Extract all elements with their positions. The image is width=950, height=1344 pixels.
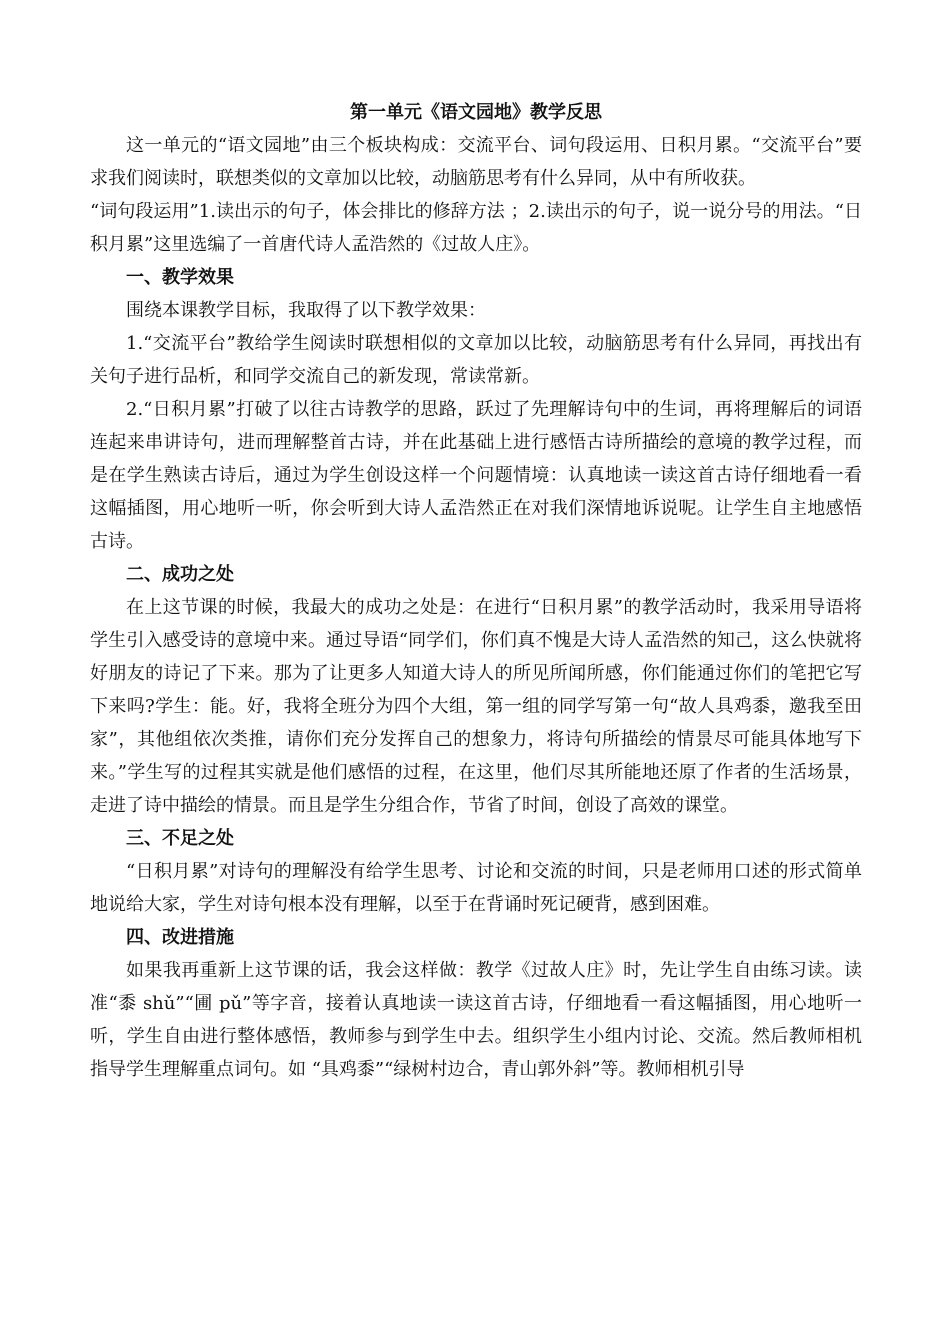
section-paragraph: “日积月累”对诗句的理解没有给学生思考、讨论和交流的时间，只是老师用口述的形式简单地说给大家，学生对诗句根本没有理解，以至于在背诵时死记硬背，感到困难。: [90, 861, 862, 915]
intro-paragraph: “词句段运用”1.读出示的句子，体会排比的修辞方法 ；2.读出示的句子，说一说分号的用法。“日积月累”这里选编了一首唐代诗人孟浩然的《过故人庄》。: [90, 201, 862, 255]
section-paragraph: 在上这节课的时候，我最大的成功之处是：在进行“日积月累”的教学活动时，我采用导语将学生引入感受诗的意境中来。通过导语“同学们，你们真不愧是大诗人孟浩然的知己，这么快就将好朋友的诗记了下来。那为了让更多人知道大诗人的所见所闻所感，你们能通过你们的笔把它写下来吗?学生：能。好，我将全班分为四个大组，第一组的同学写第一句“故人具鸡黍，邀我至田家”，其他组依次类推，请你们充分发挥自己的想象力，将诗句所描绘的情景尽可能具体地写下来。”学生写的过程其实就是他们感悟的过程，在这里，他们尽其所能地还原了作者的生活场景，走进了诗中描绘的情景。而且是学生分组合作，节省了时间，创设了高效的课堂。: [90, 597, 862, 816]
section-heading-shortcomings: 三、不足之处: [126, 828, 234, 849]
document-body: [90, 96, 862, 1086]
section-paragraph: 如果我再重新上这节课的话，我会这样做：教学《过故人庄》时，先让学生自由练习读。读准“黍 shǔ”“圃 pǔ”等字音，接着认真地读一读这首古诗，仔细地看一看这幅插图，用心地听一听，学生自由进行整体感悟，教师参与到学生中去。组织学生小组内讨论、交流。然后教师相机指导学生理解重点词句。如 “具鸡黍”“绿树村边合，青山郭外斜”等。教师相机引导: [90, 960, 862, 1080]
document-title: 第一单元《语文园地》教学反思: [350, 102, 602, 123]
section-paragraph: 1.“交流平台”教给学生阅读时联想相似的文章加以比较，动脑筋思考有什么异同，再找出有关句子进行品析，和同学交流自己的新发现，常读常新。: [90, 333, 862, 387]
section-heading-improvements: 四、改进措施: [126, 927, 234, 948]
section-paragraph: 围绕本课教学目标，我取得了以下教学效果：: [126, 300, 486, 321]
intro-paragraph: 这一单元的“语文园地”由三个板块构成：交流平台、词句段运用、日积月累。“交流平台”要求我们阅读时，联想类似的文章加以比较，动脑筋思考有什么异同，从中有所收获。: [90, 135, 862, 189]
section-heading-effect: 一、教学效果: [126, 267, 234, 288]
section-paragraph: 2.“日积月累”打破了以往古诗教学的思路，跃过了先理解诗句中的生词，再将理解后的词语连起来串讲诗句，进而理解整首古诗，并在此基础上进行感悟古诗所描绘的意境的教学过程，而是在学生熟读古诗后，通过为学生创设这样一个问题情境：认真地读一读这首古诗仔细地看一看这幅插图，用心地听一听，你会听到大诗人孟浩然正在对我们深情地诉说呢。让学生自主地感悟古诗。: [90, 399, 862, 552]
section-heading-success: 二、成功之处: [126, 564, 234, 585]
